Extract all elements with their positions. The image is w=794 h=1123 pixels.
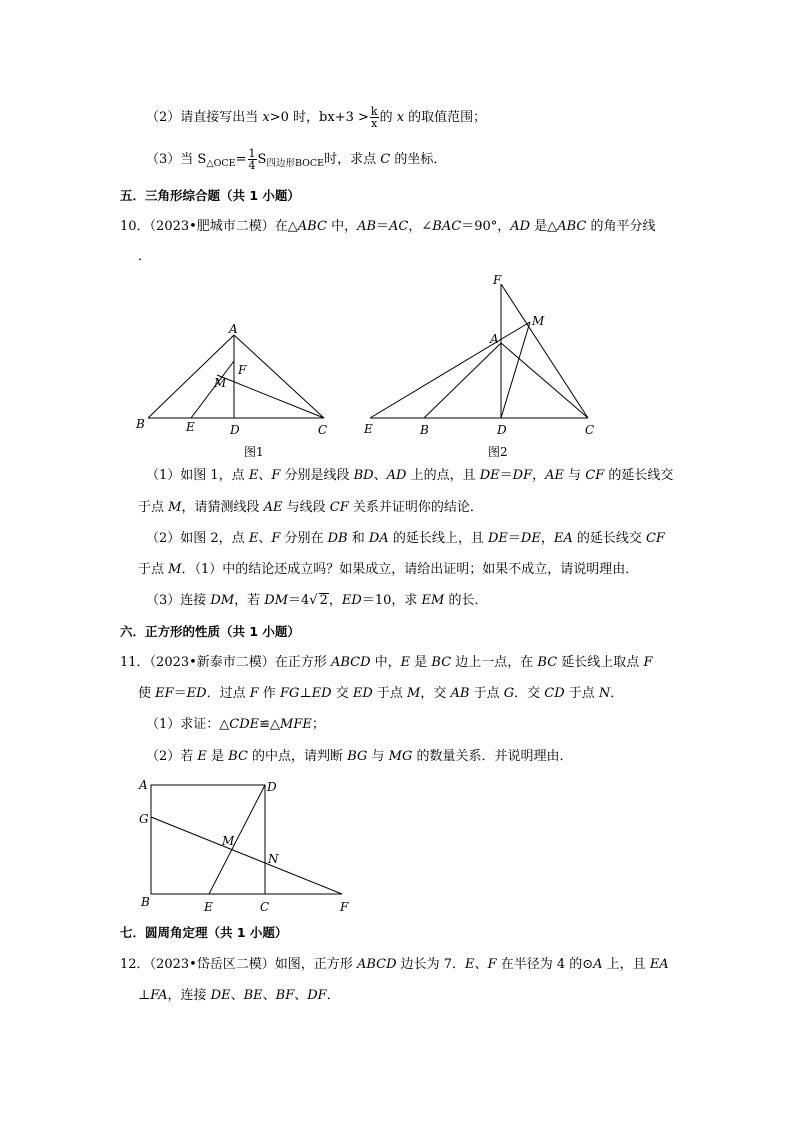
q10-part2-line1: （2）如图 2，点 E、F 分别在 DB 和 DA 的延长线上，且 DE＝DE，EA 的延长线交 CF	[146, 531, 665, 546]
q11-segment-gf	[151, 817, 342, 894]
fig1-label-a: A	[229, 322, 238, 336]
q10-figure-1	[130, 318, 340, 463]
fig2-label-a: A	[490, 332, 499, 346]
q11-label-b: B	[141, 895, 150, 909]
fig1-label-m: M	[214, 376, 227, 390]
fig1-segment-ae	[191, 361, 234, 418]
q11-label-a: A	[139, 778, 148, 792]
q10-part2-line2: 于点 M．（1）中的结论还成立吗？如果成立，请给出证明；如果不成立，请说明理由．	[138, 562, 639, 577]
q11-label-g: G	[139, 812, 149, 826]
fig2-segment-ba	[424, 343, 501, 418]
q9-part2: （2）请直接写出当 x>0 时，bx+3 > $\frac{k}{x}$ 的 x 的取值范围；	[146, 105, 487, 130]
fig1-caption: 图1	[244, 445, 264, 459]
q11-label-f: F	[340, 900, 349, 914]
q11-figure	[130, 775, 360, 917]
q11-segment-ed	[209, 785, 265, 894]
q10-stem: 10．（2023•肥城市二模）在△ABC 中，AB＝AC，∠BAC＝90°，AD 是△ABC 的角平分线	[120, 219, 656, 234]
q10-stem-end: ．	[138, 249, 152, 264]
fig1-segment-cf	[217, 375, 324, 418]
fig2-label-m: M	[532, 314, 545, 328]
fig1-segment-ac	[234, 335, 324, 418]
fig1-label-d: D	[230, 423, 240, 437]
q10-part3: （3）连接 DM，若 DM＝4√ 2，ED＝10，求 EM 的长．	[146, 593, 488, 608]
q12-stem-line1: 12．（2023•岱岳区二模）如图，正方形 ABCD 边长为 7．E、F 在半径为 4 的⊙A 上，且 EA	[120, 957, 669, 972]
fig2-label-f: F	[493, 273, 502, 287]
q11-label-c: C	[260, 900, 270, 914]
q11-stem-line1: 11．（2023•新泰市二模）在正方形 ABCD 中，E 是 BC 边上一点，在 BC 延长线上取点 F	[120, 655, 653, 670]
q11-part2: （2）若 E 是 BC 的中点，请判断 BG 与 MG 的数量关系．并说明理由．	[146, 749, 573, 764]
section-heading-7: 七．圆周角定理（共 1 小题）	[120, 925, 288, 940]
q11-label-e: E	[204, 900, 213, 914]
fig2-segment-em	[370, 322, 530, 418]
q9-part3: （3）当 $S_{\triangle OCE}=$ $\frac{1}{4}$ $S_{四边形BOCE}$时，求点 C 的坐标．	[146, 147, 447, 172]
fig2-label-c: C	[585, 423, 595, 437]
q10-part1-line1: （1）如图 1，点 E、F 分别是线段 BD、AD 上的点，且 DE＝DF，AE 与 CF 的延长线交	[146, 468, 674, 483]
q10-figure-2	[360, 270, 610, 463]
section-heading-5: 五．三角形综合题（共 1 小题）	[120, 188, 300, 203]
q11-stem-line2: 使 EF＝ED．过点 F 作 FG⊥ED 交 ED 于点 M，交 AB 于点 G．交 CD 于点 N．	[138, 686, 624, 701]
fig1-label-e: E	[186, 420, 195, 434]
fig2-caption: 图2	[488, 445, 508, 459]
fig2-label-e: E	[364, 422, 373, 436]
q11-part1: （1）求证：△CDE≌△MFE；	[146, 717, 325, 732]
q11-label-m: M	[222, 834, 235, 848]
q11-label-n: N	[268, 852, 279, 866]
fig1-label-b: B	[136, 417, 145, 431]
fig2-label-d: D	[497, 423, 507, 437]
q10-part1-line2: 于点 M，请猜测线段 AE 与线段 CF 关系并证明你的结论．	[138, 500, 483, 515]
fig2-label-b: B	[420, 423, 429, 437]
q11-label-d: D	[267, 780, 277, 794]
fig2-segment-fc	[501, 284, 588, 418]
section-heading-6: 六．正方形的性质（共 1 小题）	[120, 624, 300, 639]
sqrt-symbol: √	[309, 593, 318, 608]
q12-stem-line2: ⊥FA，连接 DE、BE、BF、DF．	[138, 988, 340, 1003]
fig1-label-f: F	[238, 363, 247, 377]
fig1-label-c: C	[318, 423, 328, 437]
fig2-segment-ac	[501, 343, 588, 418]
